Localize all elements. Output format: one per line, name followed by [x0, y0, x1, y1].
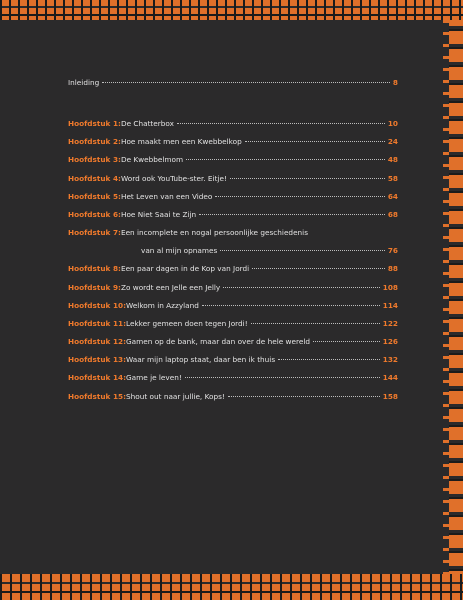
chapter-label: Hoofdstuk 2: [68, 137, 121, 147]
toc-entry-chapter [68, 137, 398, 147]
dot-leader [199, 214, 385, 215]
dot-leader [223, 287, 380, 288]
toc-entry-page: 114 [382, 300, 398, 310]
chapter-label: Hoofdstuk 13: [68, 355, 127, 365]
toc-entry-page: 68 [387, 209, 398, 219]
toc-entry-chapter [68, 392, 398, 402]
toc-entry-chapter [68, 119, 398, 129]
chapter-label: Hoofdstuk 5: [68, 191, 121, 201]
chapter-label: Hoofdstuk 8: [68, 264, 121, 274]
table-of-contents [68, 78, 398, 410]
toc-entry-title: Een incomplete en nogal persoonlijke geschiedenis [120, 228, 309, 238]
toc-entry-title: Zo wordt een Jelle een Jelly [120, 282, 221, 292]
toc-entry-page: 24 [387, 137, 398, 147]
toc-entry-page: 122 [382, 318, 398, 328]
chapter-label: Hoofdstuk 10: [68, 300, 127, 310]
toc-entry-page: 48 [387, 155, 398, 165]
dot-leader [228, 396, 380, 397]
toc-entry-chapter [68, 283, 398, 293]
dot-leader [230, 178, 385, 179]
toc-entry-page: 58 [387, 173, 398, 183]
toc-entry-title-continued: van al mijn opnames [141, 246, 218, 256]
toc-entry-chapter [68, 174, 398, 184]
chapter-label: Hoofdstuk 9: [68, 282, 121, 292]
toc-entry-page: 10 [387, 119, 398, 128]
chapter-label: Hoofdstuk 14: [68, 373, 127, 383]
decorative-top-border [0, 0, 463, 20]
toc-entry-title: Gamen op de bank, maar dan over de hele wereld [126, 337, 310, 347]
dot-leader [186, 159, 385, 160]
toc-entry-title: Welkom in Azzyland [126, 300, 199, 310]
chapter-label: Hoofdstuk 11: [68, 318, 127, 328]
decorative-bottom-border [0, 574, 463, 600]
dot-leader [220, 250, 385, 251]
dot-leader [202, 305, 380, 306]
toc-entry-title: Hoe Niet Saai te Zijn [120, 209, 197, 219]
chapter-label: Hoofdstuk 3: [68, 155, 121, 165]
chapter-list [68, 119, 398, 402]
toc-entry-title: Shout out naar jullie, Kops! [126, 391, 225, 401]
toc-entry-title: Het Leven van een Video [120, 191, 213, 201]
toc-entry-page: 158 [382, 391, 398, 401]
dot-leader [245, 141, 385, 142]
chapter-label: Hoofdstuk 4: [68, 173, 121, 183]
toc-entry-chapter [68, 301, 398, 311]
dot-leader [252, 268, 385, 269]
toc-entry-title: Inleiding [68, 78, 100, 87]
dot-leader [102, 82, 390, 83]
toc-entry-title: Hoe maakt men een Kwebbelkop [120, 137, 242, 147]
toc-entry-title: De Kwebbelmom [120, 155, 184, 165]
toc-entry-chapter [68, 210, 398, 220]
chapter-label: Hoofdstuk 15: [68, 391, 127, 401]
toc-entry-chapter [68, 337, 398, 347]
toc-entry-title: Lekker gemeen doen tegen Jordi! [126, 318, 248, 328]
toc-entry-chapter [68, 228, 398, 256]
toc-entry-title: Word ook YouTube-ster. Eitje! [120, 173, 227, 183]
toc-entry-chapter [68, 355, 398, 365]
decorative-right-border [449, 20, 463, 574]
toc-entry-page: 76 [387, 246, 398, 256]
chapter-label: Hoofdstuk 7: [68, 228, 121, 238]
chapter-label: Hoofdstuk 12: [68, 337, 127, 347]
toc-entry-chapter [68, 264, 398, 274]
toc-entry-page: 132 [382, 355, 398, 365]
toc-entry-chapter [68, 373, 398, 383]
dot-leader [215, 196, 384, 197]
dot-leader [278, 359, 380, 360]
chapter-label: Hoofdstuk 1: [68, 119, 121, 128]
toc-entry-page: 108 [382, 282, 398, 292]
toc-entry-chapter [68, 192, 398, 202]
toc-entry-page: 126 [382, 337, 398, 347]
toc-entry-title: Een paar dagen in de Kop van Jordi [120, 264, 250, 274]
toc-entry-page: 88 [387, 264, 398, 274]
dot-leader [313, 341, 380, 342]
toc-entry-title: De Chatterbox [120, 119, 174, 128]
toc-entry-title: Waar mijn laptop staat, daar ben ik thuis [126, 355, 276, 365]
toc-entry-page: 144 [382, 373, 398, 383]
toc-entry-chapter [68, 319, 398, 329]
toc-entry-page: 64 [387, 191, 398, 201]
toc-entry-title: Game je leven! [126, 373, 182, 383]
toc-entry-chapter [68, 155, 398, 165]
dot-leader [251, 323, 380, 324]
toc-entry-page: 8 [392, 78, 398, 87]
chapter-label: Hoofdstuk 6: [68, 209, 121, 219]
toc-entry-intro [68, 78, 398, 88]
dot-leader [177, 123, 385, 124]
dot-leader [185, 377, 380, 378]
